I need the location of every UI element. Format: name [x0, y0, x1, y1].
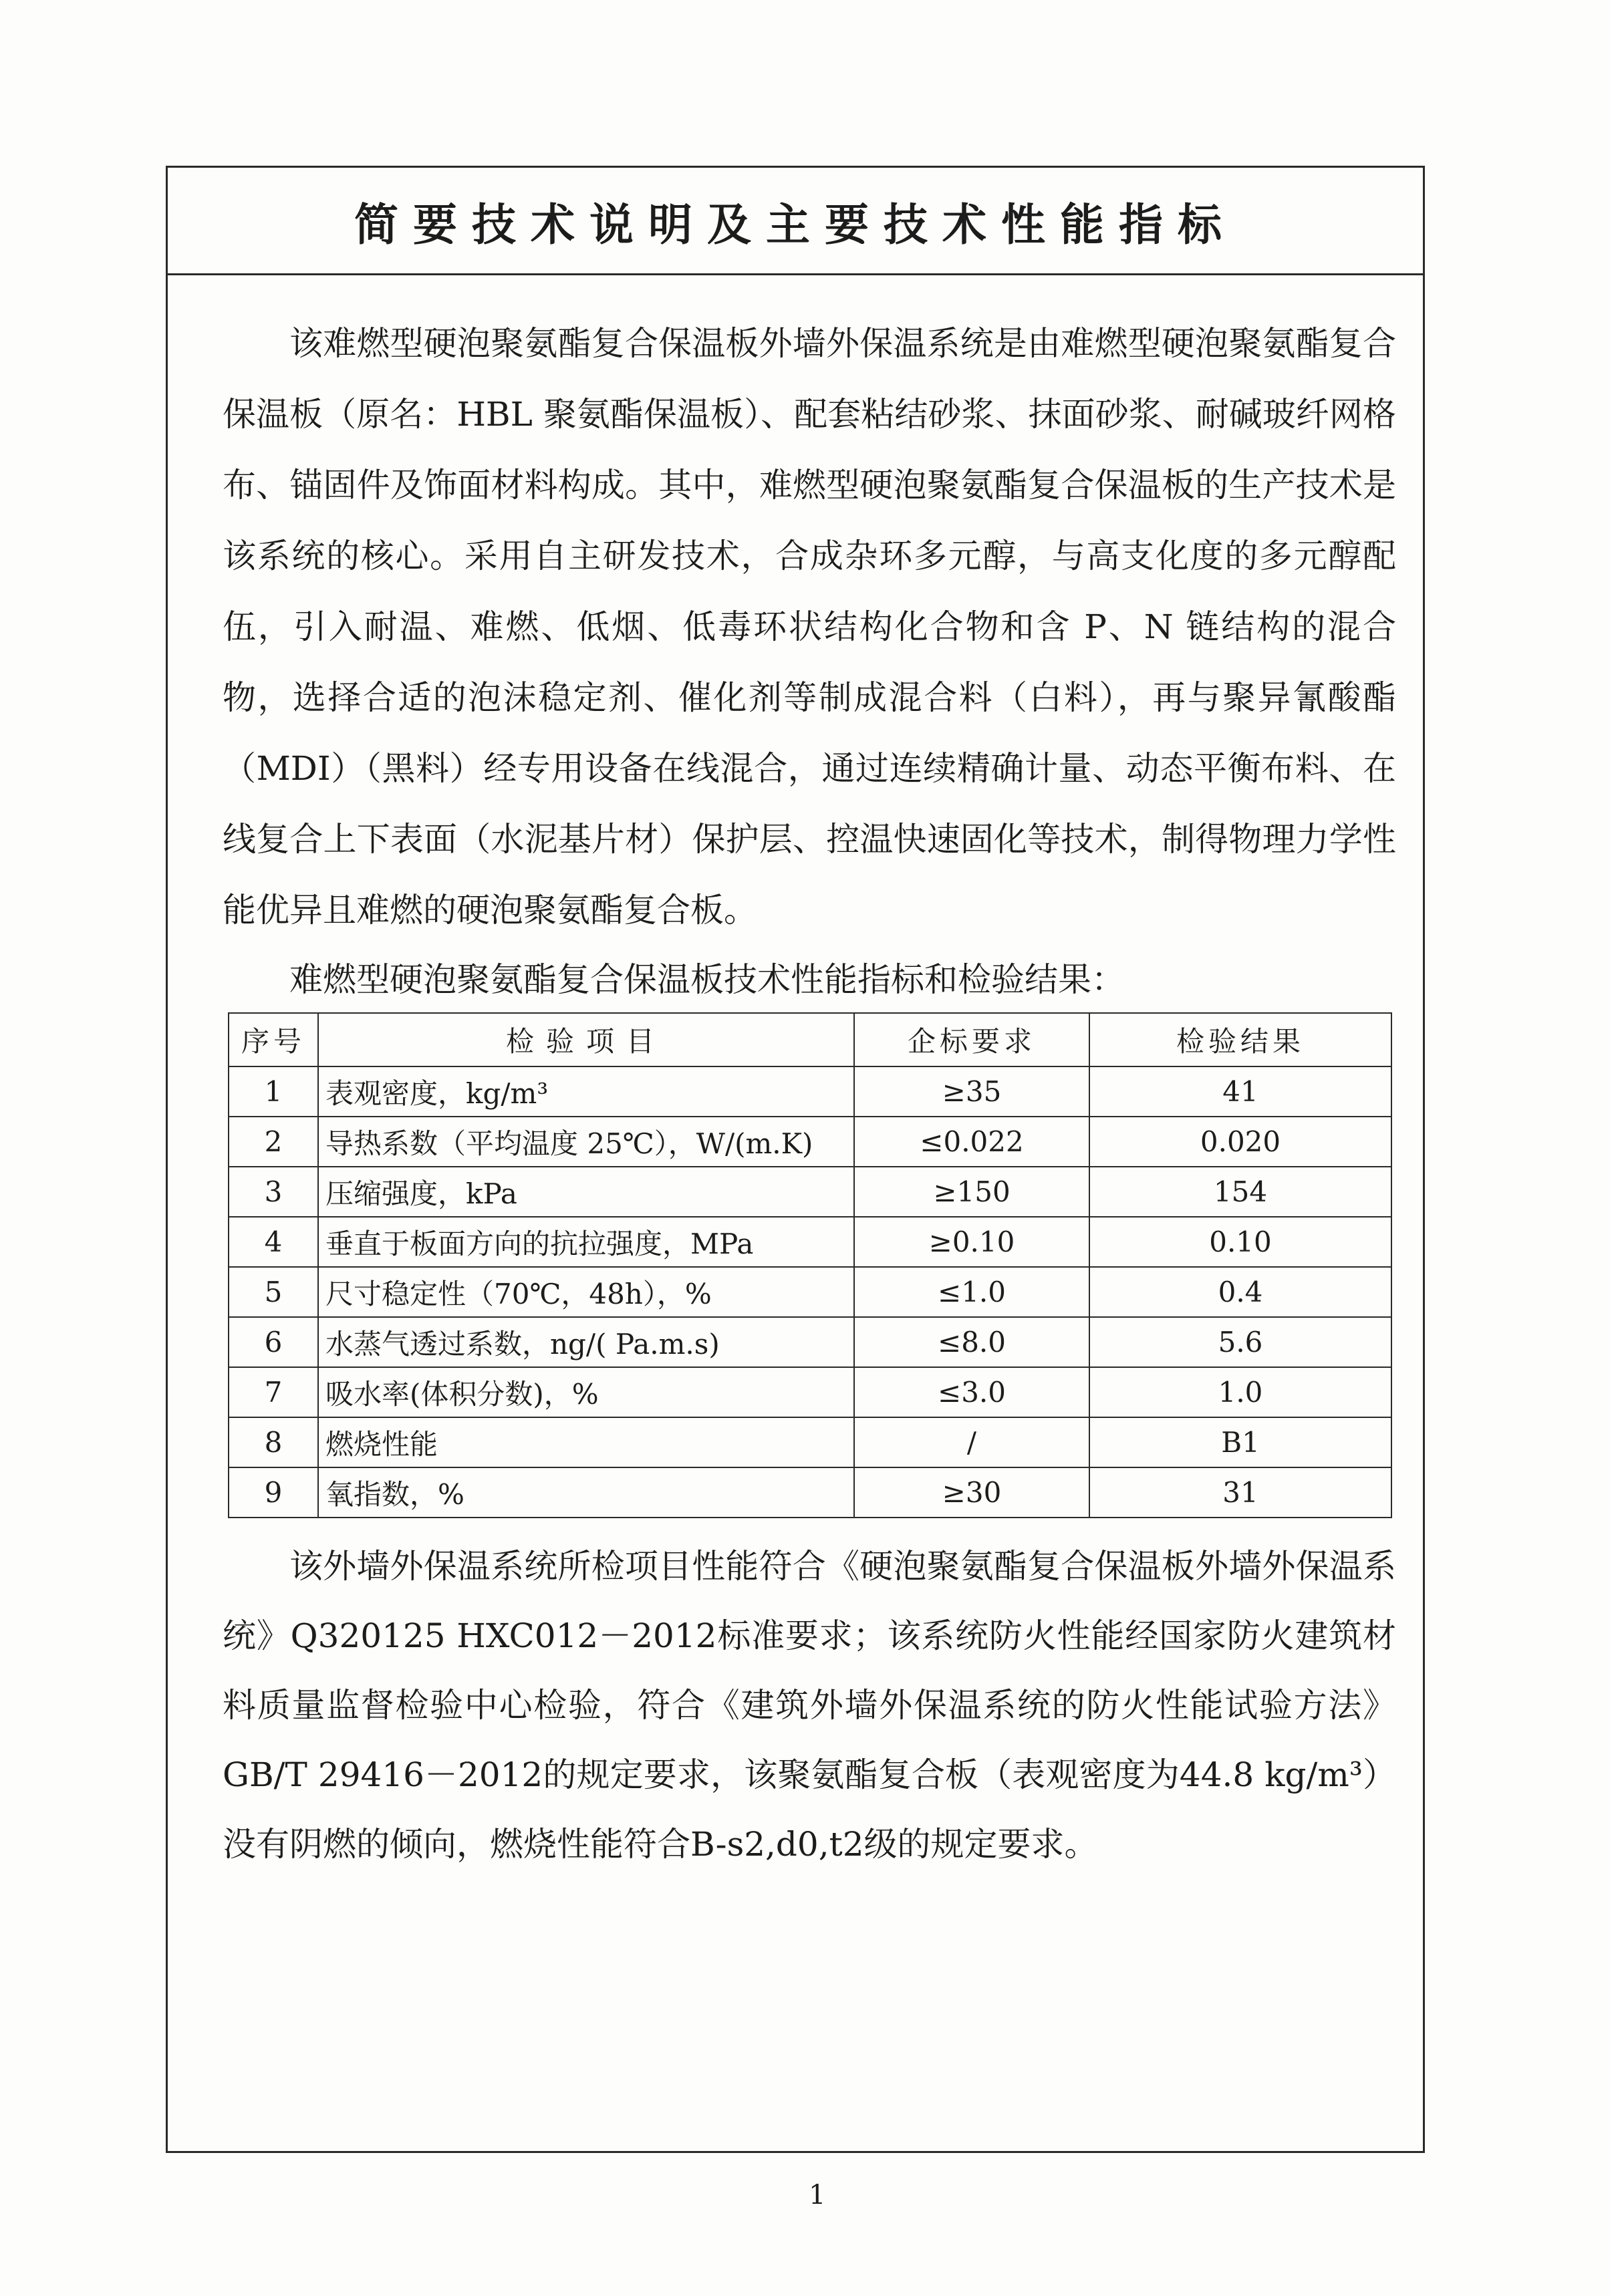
cell-item: 水蒸气透过系数，ng/( Pa.m.s)	[318, 1317, 854, 1367]
cell-requirement: ≥0.10	[854, 1217, 1089, 1267]
cell-no: 5	[229, 1267, 318, 1317]
document-frame	[166, 166, 1425, 2153]
table-row	[229, 1467, 1391, 1518]
table-row	[229, 1217, 1391, 1267]
cell-item: 尺寸稳定性（70℃，48h），%	[318, 1267, 854, 1317]
cell-result: 0.10	[1089, 1217, 1391, 1267]
table-row	[229, 1167, 1391, 1217]
intro-paragraph: 该难燃型硬泡聚氨酯复合保温板外墙外保温系统是由难燃型硬泡聚氨酯复合保温板（原名：HBL 聚氨酯保温板）、配套粘结砂浆、抹面砂浆、耐碱玻纤网格布、锚固件及饰面材料构成。其中，难燃型硬泡聚氨酯复合保温板的生产技术是该系统的核心。采用自主研发技术，合成杂环多元醇，与高支化度的多元醇配伍，引入耐温、难燃、低烟、低毒环状结构化合物和含 P、N 链结构的混合物，选择合适的泡沫稳定剂、催化剂等制成混合料（白料），再与聚异氰酸酯（MDI）（黑料）经专用设备在线混合，通过连续精确计量、动态平衡布料、在线复合上下表面（水泥基片材）保护层、控温快速固化等技术，制得物理力学性能优异且难燃的硬泡聚氨酯复合板。	[223, 324, 1396, 929]
conclusion-paragraph: 该外墙外保温系统所检项目性能符合《硬泡聚氨酯复合保温板外墙外保温系统》Q320125 HXC012－2012标准要求；该系统防火性能经国家防火建筑材料质量监督检验中心检验，符合《建筑外墙外保温系统的防火性能试验方法》GB/T 29416－2012的规定要求，该聚氨酯复合板（表观密度为44.8 kg/m³）没有阴燃的倾向，燃烧性能符合B-s2,d0,t2级的规定要求。	[223, 1547, 1396, 1864]
table-row	[229, 1117, 1391, 1167]
page-number: 1	[809, 2180, 826, 2210]
table-row	[229, 1267, 1391, 1317]
table-row	[229, 1066, 1391, 1117]
cell-requirement: ≤8.0	[854, 1317, 1089, 1367]
table-header-row	[229, 1013, 1391, 1066]
cell-result: B1	[1089, 1417, 1391, 1467]
page-title: 简要技术说明及主要技术性能指标	[354, 198, 1236, 251]
cell-item: 氧指数，%	[318, 1467, 854, 1518]
table-row	[229, 1417, 1391, 1467]
cell-requirement: ≥30	[854, 1467, 1089, 1518]
table-row	[229, 1317, 1391, 1367]
cell-result: 5.6	[1089, 1317, 1391, 1367]
cell-requirement: ≤0.022	[854, 1117, 1089, 1167]
cell-requirement: /	[854, 1417, 1089, 1467]
cell-item: 垂直于板面方向的抗拉强度，MPa	[318, 1217, 854, 1267]
cell-item: 导热系数（平均温度 25℃），W/(m.K)	[318, 1117, 854, 1167]
spec-table	[228, 1012, 1392, 1518]
cell-requirement: ≥150	[854, 1167, 1089, 1217]
cell-no: 3	[229, 1167, 318, 1217]
cell-no: 8	[229, 1417, 318, 1467]
cell-result: 1.0	[1089, 1367, 1391, 1417]
cell-item: 吸水率(体积分数)，%	[318, 1367, 854, 1417]
document-body	[223, 308, 1396, 1879]
header-item: 检验项目	[318, 1013, 854, 1066]
cell-no: 2	[229, 1117, 318, 1167]
cell-no: 4	[229, 1217, 318, 1267]
cell-no: 7	[229, 1367, 318, 1417]
cell-item: 表观密度，kg/m³	[318, 1066, 854, 1117]
cell-result: 41	[1089, 1066, 1391, 1117]
cell-result: 31	[1089, 1467, 1391, 1518]
table-heading: 难燃型硬泡聚氨酯复合保温板技术性能指标和检验结果：	[289, 960, 1125, 999]
table-row	[229, 1367, 1391, 1417]
cell-no: 6	[229, 1317, 318, 1367]
cell-result: 0.4	[1089, 1267, 1391, 1317]
cell-no: 9	[229, 1467, 318, 1518]
header-no: 序号	[229, 1013, 318, 1066]
header-requirement: 企标要求	[854, 1013, 1089, 1066]
cell-item: 燃烧性能	[318, 1417, 854, 1467]
cell-requirement: ≤1.0	[854, 1267, 1089, 1317]
header-result: 检验结果	[1089, 1013, 1391, 1066]
cell-result: 0.020	[1089, 1117, 1391, 1167]
cell-requirement: ≤3.0	[854, 1367, 1089, 1417]
cell-requirement: ≥35	[854, 1066, 1089, 1117]
cell-result: 154	[1089, 1167, 1391, 1217]
title-box	[168, 168, 1423, 275]
cell-no: 1	[229, 1066, 318, 1117]
cell-item: 压缩强度，kPa	[318, 1167, 854, 1217]
